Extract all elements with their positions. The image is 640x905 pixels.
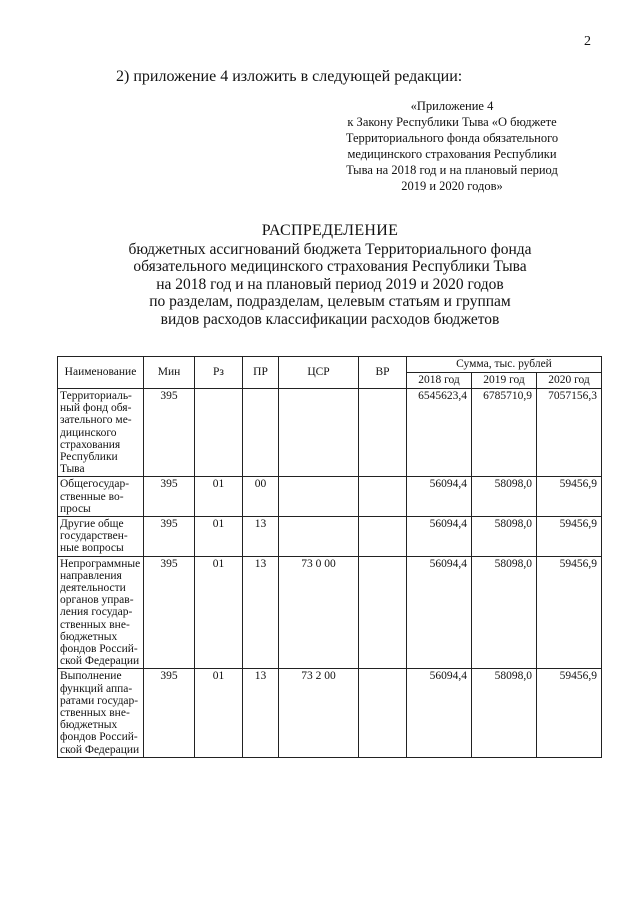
table-row (58, 477, 602, 517)
row-sum-2019: 58098,0 (472, 477, 537, 517)
subtitle-line: бюджетных ассигнований бюджета Территориального фонда (128, 240, 532, 258)
row-sum-2018: 56094,4 (407, 669, 472, 757)
row-pr: 13 (243, 517, 279, 557)
appendix-line: медицинского страхования Республики (347, 147, 557, 161)
table-row (58, 669, 602, 757)
table-body (58, 389, 602, 758)
row-vr (359, 517, 407, 557)
row-min: 395 (144, 669, 195, 757)
row-pr: 13 (243, 556, 279, 669)
row-name-line: деятельности (60, 582, 126, 595)
row-name-line: Республики (60, 451, 118, 464)
row-name-line: фондов Россий- (60, 643, 138, 656)
appendix-line: 2019 и 2020 годов» (401, 179, 503, 193)
subtitle-line: на 2018 год и на плановый период 2019 и 2020 годов (156, 275, 504, 293)
row-name (58, 477, 144, 517)
subtitle-line: видов расходов классификации расходов бюджетов (160, 310, 500, 328)
appendix-line: Тыва на 2018 год и на плановый период (346, 163, 558, 177)
row-name-line: страхования (60, 438, 121, 451)
header-csr: ЦСР (279, 357, 359, 389)
row-name-line: ственных вне- (60, 618, 130, 631)
row-name-line: направления (60, 569, 122, 582)
header-sum: Сумма, тыс. рублей (407, 357, 602, 373)
row-name-line: государствен- (60, 530, 128, 543)
budget-table (57, 356, 602, 758)
appendix-line: «Приложение 4 (410, 99, 494, 113)
row-sum-2019: 58098,0 (472, 517, 537, 557)
table-row (58, 517, 602, 557)
row-name-line: ный фонд обя- (60, 402, 132, 415)
row-min: 395 (144, 556, 195, 669)
table-row (58, 389, 602, 477)
row-sum-2020: 59456,9 (537, 669, 602, 757)
row-name-line: ственных вне- (60, 707, 130, 720)
row-rz: 01 (195, 669, 243, 757)
row-min: 395 (144, 477, 195, 517)
header-pr: ПР (243, 357, 279, 389)
row-name (58, 389, 144, 477)
row-rz (195, 389, 243, 477)
row-name-line: ской Федерации (60, 655, 140, 668)
row-csr (279, 477, 359, 517)
appendix-note (332, 98, 572, 194)
row-sum-2020: 59456,9 (537, 477, 602, 517)
row-sum-2020: 7057156,3 (537, 389, 602, 477)
row-name-line: просы (60, 502, 91, 515)
table-row (58, 556, 602, 669)
header-year-2018: 2018 год (407, 373, 472, 389)
row-name-line: Территориаль- (60, 390, 132, 402)
row-csr (279, 389, 359, 477)
header-year-2020: 2020 год (537, 373, 602, 389)
row-rz: 01 (195, 517, 243, 557)
appendix-line: к Закону Республики Тыва «О бюджете (347, 115, 557, 129)
row-pr: 13 (243, 669, 279, 757)
header-min: Мин (144, 357, 195, 389)
row-name-line: бюджетных (60, 719, 118, 732)
row-name-line: дицинского (60, 426, 117, 439)
header-year-2019: 2019 год (472, 373, 537, 389)
row-name-line: Другие обще (60, 518, 124, 531)
row-csr (279, 517, 359, 557)
row-name-line: ления государ- (60, 606, 133, 619)
row-rz: 01 (195, 477, 243, 517)
header-vr: ВР (359, 357, 407, 389)
row-sum-2018: 6545623,4 (407, 389, 472, 477)
row-sum-2020: 59456,9 (537, 517, 602, 557)
header-rz: Рз (195, 357, 243, 389)
row-vr (359, 477, 407, 517)
row-pr (243, 389, 279, 477)
row-name-line: ные вопросы (60, 542, 124, 555)
row-name-line: органов управ- (60, 594, 134, 607)
row-name-line: фондов Россий- (60, 731, 138, 744)
row-sum-2020: 59456,9 (537, 556, 602, 669)
row-csr: 73 2 00 (279, 669, 359, 757)
row-sum-2019: 58098,0 (472, 556, 537, 669)
row-name (58, 517, 144, 557)
row-name-line: ственные во- (60, 490, 124, 503)
row-sum-2018: 56094,4 (407, 556, 472, 669)
row-name-line: Тыва (60, 463, 85, 476)
row-min: 395 (144, 389, 195, 477)
row-name-line: ской Федерации (60, 743, 140, 756)
row-sum-2019: 58098,0 (472, 669, 537, 757)
row-csr: 73 0 00 (279, 556, 359, 669)
row-sum-2018: 56094,4 (407, 477, 472, 517)
row-name (58, 556, 144, 669)
row-name-line: зательного ме- (60, 414, 132, 427)
row-pr: 00 (243, 477, 279, 517)
row-sum-2019: 6785710,9 (472, 389, 537, 477)
document-title-block (80, 222, 580, 328)
row-vr (359, 556, 407, 669)
document-title: РАСПРЕДЕЛЕНИЕ (261, 222, 399, 239)
page-number: 2 (584, 34, 591, 49)
row-sum-2018: 56094,4 (407, 517, 472, 557)
row-name-line: бюджетных (60, 630, 118, 643)
row-rz: 01 (195, 556, 243, 669)
subtitle-line: обязательного медицинского страхования Республики Тыва (133, 258, 527, 275)
appendix-line: Территориального фонда обязательного (345, 131, 559, 145)
row-name-line: Выполнение (60, 670, 122, 683)
row-name-line: функций аппа- (60, 682, 133, 695)
row-min: 395 (144, 517, 195, 557)
instruction-text: 2) приложение 4 изложить в следующей редакции: (116, 68, 463, 85)
row-name (58, 669, 144, 757)
row-name-line: Общегосудар- (60, 478, 130, 491)
subtitle-line: по разделам, подразделам, целевым статьям и группам (149, 293, 511, 310)
row-vr (359, 669, 407, 757)
row-name-line: ратами государ- (60, 694, 139, 707)
header-name: Наименование (58, 357, 144, 389)
row-vr (359, 389, 407, 477)
row-name-line: Непрограммные (60, 557, 141, 570)
